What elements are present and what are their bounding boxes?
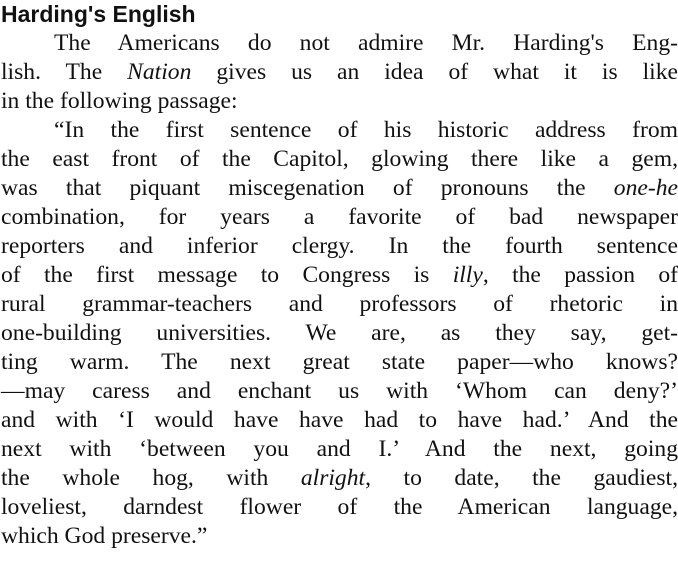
text-run: “In the first sentence of his historic address from bbox=[54, 117, 678, 143]
text-line bbox=[1, 435, 678, 464]
text-line bbox=[1, 522, 678, 551]
italic-run: Nation bbox=[127, 59, 192, 85]
text-run: the whole hog, with bbox=[1, 465, 301, 491]
text-run: gives us an idea of what it is like bbox=[191, 59, 678, 85]
italic-run: illy bbox=[452, 262, 483, 288]
text-line bbox=[1, 87, 678, 116]
text-run: loveliest, darndest flower of the American language, bbox=[1, 494, 678, 520]
text-run: next with ‘between you and I.’ And the next, going bbox=[1, 436, 678, 462]
text-line bbox=[54, 116, 678, 145]
text-line bbox=[1, 319, 678, 348]
text-run: combination, for years a favorite of bad newspaper bbox=[1, 204, 678, 230]
text-run: in the following passage: bbox=[1, 88, 238, 114]
text-run: and with ‘I would have have had to have had.’ And the bbox=[1, 407, 678, 433]
text-run: , to date, the gaudiest, bbox=[365, 465, 678, 491]
text-run: which God preserve.” bbox=[1, 523, 208, 549]
text-line bbox=[1, 493, 678, 522]
text-run: of the first message to Congress is bbox=[1, 262, 453, 288]
text-line bbox=[1, 464, 678, 493]
text-run: ting warm. The next great state paper—who knows? bbox=[1, 349, 678, 375]
text-line bbox=[1, 58, 678, 87]
text-run: the east front of the Capitol, glowing there like a gem, bbox=[1, 146, 678, 172]
text-line bbox=[1, 406, 678, 435]
text-line bbox=[1, 174, 678, 203]
text-run: , the passion of bbox=[482, 262, 678, 288]
text-line bbox=[54, 29, 678, 58]
text-run: rural grammar-teachers and professors of rhetoric in bbox=[1, 291, 678, 317]
text-run: —may caress and enchant us with ‘Whom can deny?’ bbox=[1, 378, 678, 404]
text-run: reporters and inferior clergy. In the fourth sentence bbox=[1, 233, 678, 259]
text-line bbox=[1, 232, 678, 261]
text-line bbox=[1, 261, 678, 290]
text-line bbox=[1, 203, 678, 232]
italic-run: one-he bbox=[613, 175, 678, 201]
italic-run: alright bbox=[300, 465, 366, 491]
text-run: one-building universities. We are, as they say, get- bbox=[1, 320, 678, 346]
text-line bbox=[1, 348, 678, 377]
text-run: The Americans do not admire Mr. Harding's Eng- bbox=[54, 30, 678, 56]
article-title: Harding's English bbox=[1, 1, 196, 27]
text-run: lish. The bbox=[1, 59, 128, 85]
text-line bbox=[1, 145, 678, 174]
text-run: was that piquant miscegenation of pronouns the bbox=[1, 175, 614, 201]
text-line bbox=[1, 377, 678, 406]
text-line bbox=[1, 290, 678, 319]
